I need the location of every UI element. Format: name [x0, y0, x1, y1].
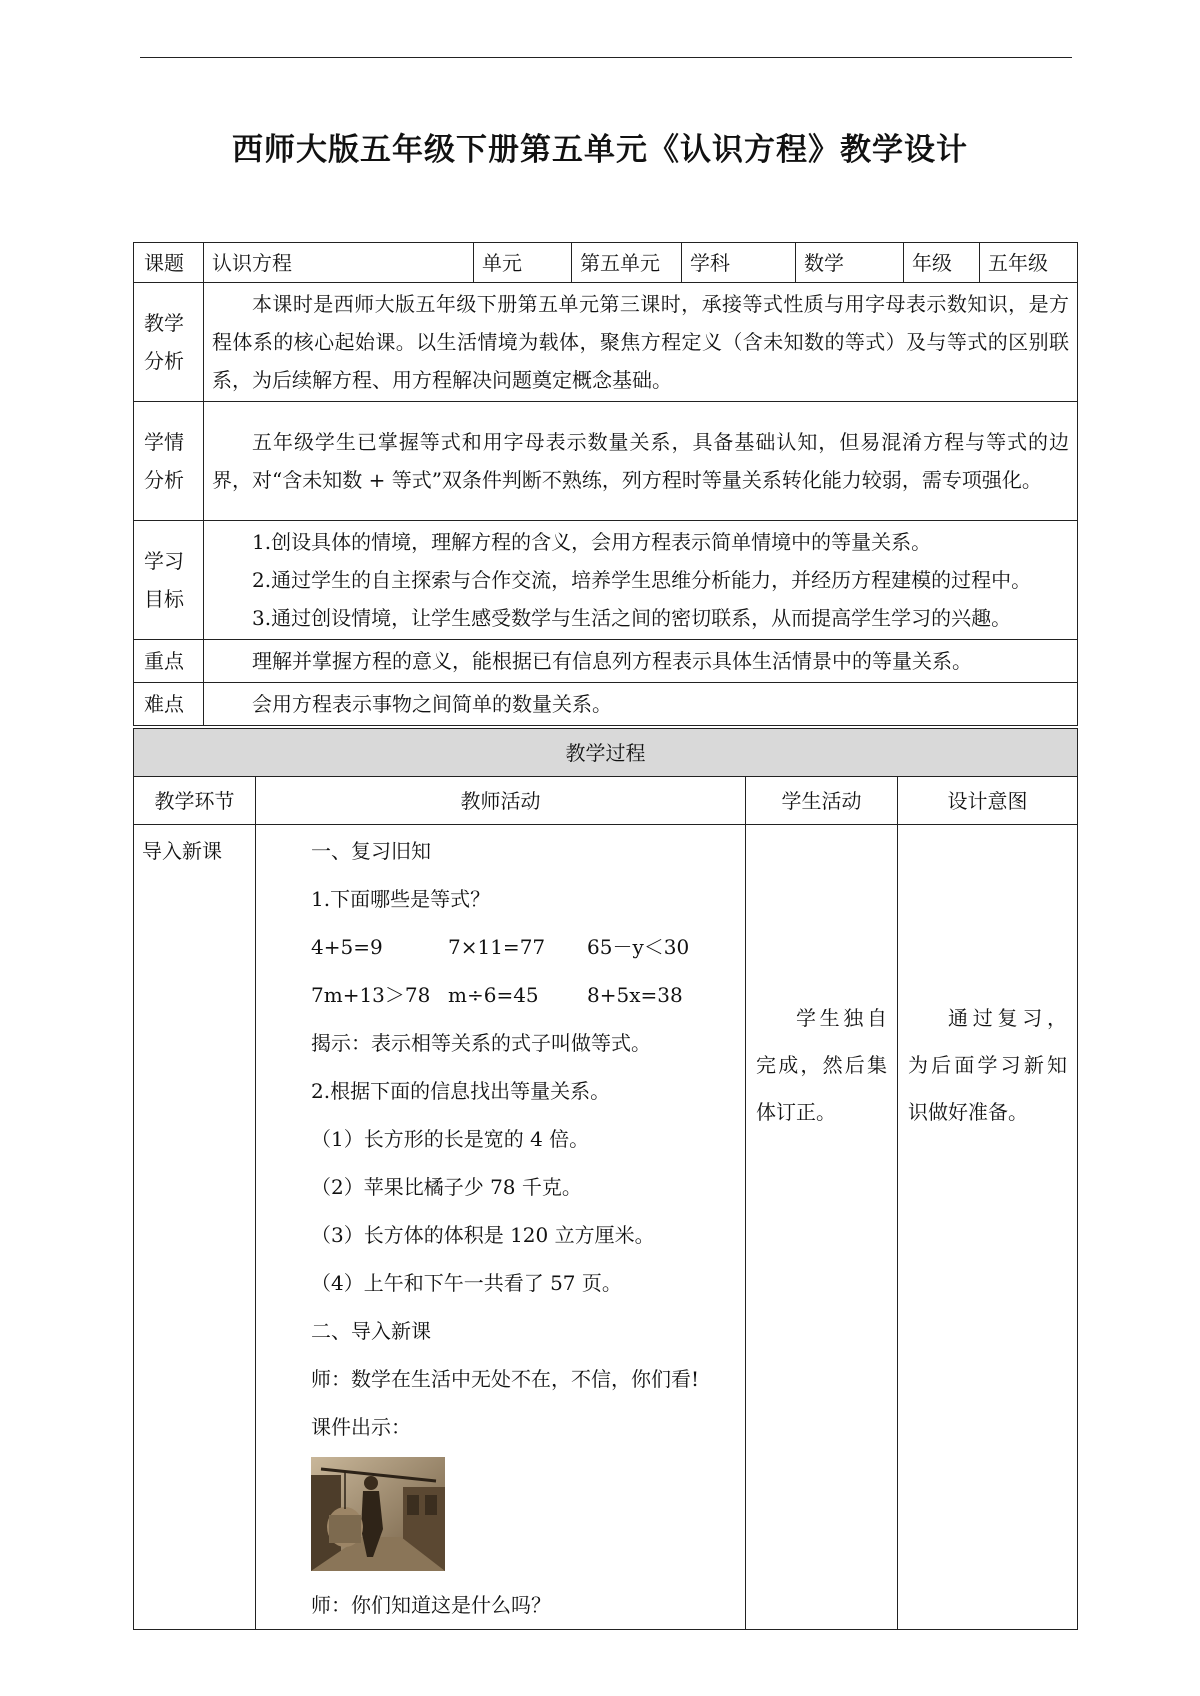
teaching-process-table	[133, 728, 1078, 1630]
lesson-info-table	[133, 242, 1078, 726]
goal-item: 3.通过创设情境，让学生感受数学与生活之间的密切联系，从而提高学生学习的兴趣。	[252, 606, 1012, 630]
col-stage: 教学环节	[134, 777, 256, 825]
process-columns-row	[134, 777, 1078, 825]
info-row-goals	[134, 521, 1078, 640]
document-title: 西师大版五年级下册第五单元《认识方程》教学设计	[232, 132, 968, 168]
subject-label: 学科	[682, 243, 796, 283]
design-intent-text: 通过复习，为后面学习新知识做好准备。	[908, 1006, 1067, 1124]
key-text: 理解并掌握方程的意义，能根据已有信息列方程表示具体生活情景中的等量关系。	[204, 640, 1078, 683]
stage-cell	[134, 825, 256, 1630]
equation: m÷6=45	[448, 983, 539, 1007]
analysis-text: 本课时是西师大版五年级下册第五单元第三课时，承接等式性质与用字母表示数知识，是方程体系的核心起始课。以生活情境为载体，聚焦方程定义（含未知数的等式）及与等式的区别联系，为后续解方程、用方程解决问题奠定概念基础。	[204, 283, 1078, 402]
info-row-learner	[134, 402, 1078, 521]
goal-item: 2.通过学生的自主探索与合作交流，培养学生思维分析能力，并经历方程建模的过程中。	[252, 568, 1032, 592]
equation: 65－y＜30	[587, 935, 690, 959]
equation-row-1	[311, 923, 737, 971]
equation-row-2	[311, 971, 737, 1019]
info-row-difficult	[134, 683, 1078, 726]
reveal-text: 揭示：表示相等关系的式子叫做等式。	[311, 1031, 651, 1055]
teacher-line: 师：数学在生活中无处不在，不信，你们看!	[311, 1367, 700, 1391]
unit-value: 第五单元	[572, 243, 682, 283]
goals-label: 学习目标	[134, 521, 204, 640]
list-item: （1）长方形的长是宽的 4 倍。	[311, 1127, 590, 1151]
info-row-analysis	[134, 283, 1078, 402]
difficult-text: 会用方程表示事物之间简单的数量关系。	[204, 683, 1078, 726]
stage-label: 导入新课	[142, 839, 222, 863]
student-activity-cell	[746, 825, 898, 1630]
list-item: （3）长方体的体积是 120 立方厘米。	[311, 1223, 655, 1247]
process-header-row	[134, 729, 1078, 777]
design-intent-cell	[898, 825, 1078, 1630]
question-1: 1.下面哪些是等式？	[311, 887, 491, 911]
info-row-topic	[134, 243, 1078, 283]
analysis-label: 教学分析	[134, 283, 204, 402]
learner-text: 五年级学生已掌握等式和用字母表示数量关系，具备基础认知，但易混淆方程与等式的边界，对“含未知数 + 等式”双条件判断不熟练，列方程时等量关系转化能力较弱，需专项强化。	[204, 402, 1078, 521]
header-rule	[140, 57, 1072, 58]
info-row-key	[134, 640, 1078, 683]
teacher-line: 师：你们知道这是什么吗？	[311, 1593, 551, 1617]
grade-value: 五年级	[980, 243, 1078, 283]
student-activity-text: 学生独自完成，然后集体订正。	[756, 1006, 887, 1124]
equation: 7×11=77	[448, 935, 546, 959]
process-header: 教学过程	[134, 729, 1078, 777]
goal-item: 1.创设具体的情境，理解方程的含义，会用方程表示简单情境中的等量关系。	[252, 530, 932, 554]
topic-value: 认识方程	[204, 243, 474, 283]
equation: 4+5=9	[311, 935, 383, 959]
intro-title: 二、导入新课	[311, 1319, 431, 1343]
equation: 7m+13＞78	[311, 983, 431, 1007]
equation: 8+5x=38	[587, 983, 683, 1007]
col-design: 设计意图	[898, 777, 1078, 825]
review-title: 一、复习旧知	[311, 839, 431, 863]
porter-photo	[311, 1457, 445, 1571]
process-body-row	[134, 825, 1078, 1630]
difficult-label: 难点	[134, 683, 204, 726]
teacher-line: 课件出示：	[311, 1415, 411, 1439]
grade-label: 年级	[904, 243, 980, 283]
topic-label: 课题	[134, 243, 204, 283]
list-item: （2）苹果比橘子少 78 千克。	[311, 1175, 582, 1199]
list-item: （4）上午和下午一共看了 57 页。	[311, 1271, 622, 1295]
teacher-activity-cell	[256, 825, 746, 1630]
subject-value: 数学	[796, 243, 904, 283]
key-label: 重点	[134, 640, 204, 683]
col-student: 学生活动	[746, 777, 898, 825]
col-teacher: 教师活动	[256, 777, 746, 825]
unit-label: 单元	[474, 243, 572, 283]
question-2: 2.根据下面的信息找出等量关系。	[311, 1079, 611, 1103]
learner-label: 学情分析	[134, 402, 204, 521]
goals-cell	[204, 521, 1078, 640]
